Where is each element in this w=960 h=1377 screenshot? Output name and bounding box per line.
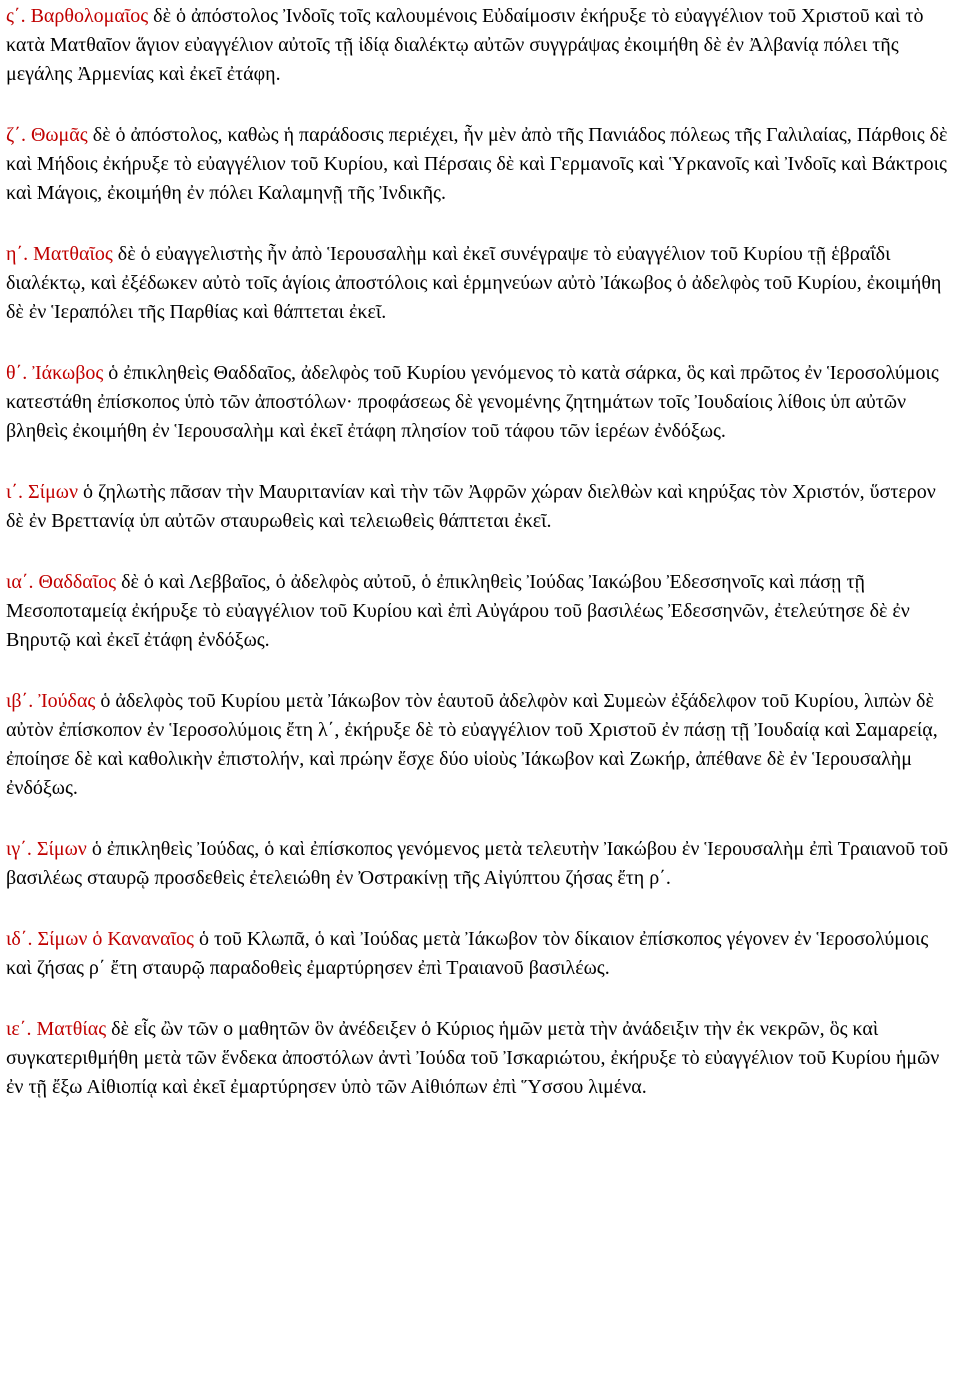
paragraph-number: ζ΄. <box>6 124 31 146</box>
paragraph-number: ιβ΄. <box>6 690 39 712</box>
apostle-name: Σίμων <box>28 481 78 503</box>
apostle-name: Σίμων ὁ Καναναῖος <box>37 928 194 950</box>
paragraph-11 <box>6 568 954 655</box>
paragraph-9 <box>6 359 954 446</box>
paragraph-text: δὲ εἷς ὢν τῶν ο μαθητῶν ὃν ἀνέδειξεν ὁ Κύριος ἡμῶν μετὰ τὴν ἀνάδειξιν τὴν ἐκ νεκρῶν, ὃς καὶ συγκατεριθμήθη μετὰ τῶν ἕνδεκα ἀποστόλων ἀντὶ Ἰούδα τοῦ Ἰσκαριώτου, ἐκήρυξε τὸ εὐαγγέλιον τοῦ Κυρίου ἡμῶν ἐν τῇ ἔξω Αἰθιοπίᾳ καὶ ἐκεῖ ἐμαρτύρησεν ὑπὸ τῶν Αἰθιόπων ἐπὶ Ὕσσου λιμένα. <box>6 1018 940 1098</box>
apostle-name: Θαδδαῖος <box>38 571 117 593</box>
apostle-name: Βαρθολομαῖος <box>30 5 149 27</box>
paragraph-text: ὁ ἀδελφὸς τοῦ Κυρίου μετὰ Ἰάκωβον τὸν ἑαυτοῦ ἀδελφὸν καὶ Συμεὼν ἐξάδελφον τοῦ Κυρίου, λιπὼν δὲ αὐτὸν ἐπίσκοπον ἐν Ἱεροσολύμοις ἔτη λ΄, ἐκήρυξε δὲ τὸ εὐαγγέλιον τοῦ Χριστοῦ ἐν πάσῃ τῇ Ἰουδαίᾳ καὶ Σαμαρείᾳ, ἐποίησε δὲ καὶ καθολικὴν ἐπιστολήν, καὶ πρώην ἔσχε δύο υἱοὺς Ἰάκωβον καὶ Ζωκήρ, ἀπέθανε δὲ ἐν Ἱερουσαλὴμ ἐνδόξως. <box>6 690 938 799</box>
paragraph-text: δὲ ὁ ἀπόστολος, καθὼς ἡ παράδοσις περιέχει, ἦν μὲν ἀπὸ τῆς Πανιάδος πόλεως τῆς Γαλιλαίας, Πάρθοις δὲ καὶ Μήδοις ἐκήρυξε τὸ εὐαγγέλιον τοῦ Κυρίου, καὶ Πέρσαις δὲ καὶ Γερμανοῖς καὶ Ὑρκανοῖς καὶ Ἰνδοῖς καὶ Βάκτροις καὶ Μάγοις, ἐκοιμήθη ἐν πόλει Καλαμηνῇ τῆς Ἰνδικῆς. <box>6 124 948 204</box>
paragraph-15 <box>6 1015 954 1102</box>
paragraph-6 <box>6 2 954 89</box>
paragraph-14 <box>6 925 954 983</box>
paragraph-number: θ΄. <box>6 362 33 384</box>
apostle-name: Ἰούδας <box>38 690 96 712</box>
paragraph-10 <box>6 478 954 536</box>
paragraph-text: ὁ τοῦ Κλωπᾶ, ὁ καὶ Ἰούδας μετὰ Ἰάκωβον τὸν δίκαιον ἐπίσκοπος γέγονεν ἐν Ἱεροσολύμοις καὶ ζήσας ρ΄ ἔτη σταυρῷ παραδοθεὶς ἐμαρτύρησεν ἐπὶ Τραιανοῦ βασιλέως. <box>6 928 929 979</box>
paragraph-text: δὲ ὁ εὐαγγελιστὴς ἦν ἀπὸ Ἱερουσαλὴμ καὶ ἐκεῖ συνέγραψε τὸ εὐαγγέλιον τοῦ Κυρίου τῇ ἑβραΐδι διαλέκτῳ, καὶ ἐξέδωκεν αὐτὸ τοῖς ἁγίοις ἀποστόλοις καὶ ἑρμηνεύων αὐτὸ Ἰάκωβος ὁ ἀδελφὸς τοῦ Κυρίου, ἐκοιμήθη δὲ ἐν Ἱεραπόλει τῆς Παρθίας καὶ θάπτεται ἐκεῖ. <box>6 243 942 323</box>
apostle-name: Ματθαῖος <box>33 243 113 265</box>
paragraph-7 <box>6 121 954 208</box>
paragraph-number: ς΄. <box>6 5 31 27</box>
paragraph-text: ὁ ἐπικληθεὶς Ἰούδας, ὁ καὶ ἐπίσκοπος γενόμενος μετὰ τελευτὴν Ἰακώβου ἐν Ἱερουσαλὴμ ἐπὶ Τραιανοῦ τοῦ βασιλέως σταυρῷ προσδεθεὶς ἐτελειώθη ἐν Ὀστρακίνῃ τῆς Αἰγύπτου ζήσας ἔτη ρ΄. <box>6 838 949 889</box>
paragraph-number: ιε΄. <box>6 1018 37 1040</box>
paragraph-12 <box>6 687 954 803</box>
paragraph-text: δὲ ὁ ἀπόστολος Ἰνδοῖς τοῖς καλουμένοις Εὐδαίμοσιν ἐκήρυξε τὸ εὐαγγέλιον τοῦ Χριστοῦ καὶ τὸ κατὰ Ματθαῖον ἅγιον εὐαγγέλιον αὐτοῖς τῇ ἰδίᾳ διαλέκτῳ αὐτῶν συγγράψας ἐκοιμήθη δὲ ἐν Ἀλβανίᾳ πόλει τῆς μεγάλης Ἀρμενίας καὶ ἐκεῖ ἐτάφη. <box>6 5 924 85</box>
paragraph-13 <box>6 835 954 893</box>
paragraph-number: ι΄. <box>6 481 29 503</box>
apostle-name: Θωμᾶς <box>30 124 88 146</box>
apostle-name: Σίμων <box>36 838 87 860</box>
paragraph-number: ιγ΄. <box>6 838 37 860</box>
paragraph-number: ια΄. <box>6 571 39 593</box>
paragraph-text: ὁ ζηλωτὴς πᾶσαν τὴν Μαυριτανίαν καὶ τὴν τῶν Ἀφρῶν χώραν διελθὼν καὶ κηρύξας τὸν Χριστόν, ὕστερον δὲ ἐν Βρεττανίᾳ ὑπ αὐτῶν σταυρωθεὶς καὶ τελειωθεὶς θάπτεται ἐκεῖ. <box>6 481 936 532</box>
apostle-name: Ματθίας <box>36 1018 107 1040</box>
paragraph-text: ὁ ἐπικληθεὶς Θαδδαῖος, ἀδελφὸς τοῦ Κυρίου γενόμενος τὸ κατὰ σάρκα, ὃς καὶ πρῶτος ἐν Ἱεροσολύμοις κατεστάθη ἐπίσκοπος ὑπὸ τῶν ἀποστόλων· προφάσεως δὲ γενομένης ζητημάτων τοῖς Ἰουδαίοις λίθοις ὑπ αὐτῶν βληθεὶς ἐκοιμήθη ἐν Ἱερουσαλὴμ καὶ ἐκεῖ ἐτάφη πλησίον τοῦ τάφου τῶν ἱερέων ἐνδόξως. <box>6 362 939 442</box>
apostle-name: Ἰάκωβος <box>32 362 104 384</box>
paragraph-8 <box>6 240 954 327</box>
paragraph-number: ιδ΄. <box>6 928 38 950</box>
paragraph-text: δὲ ὁ καὶ Λεββαῖος, ὁ ἀδελφὸς αὐτοῦ, ὁ ἐπικληθεὶς Ἰούδας Ἰακώβου Ἐδεσσηνοῖς καὶ πάσῃ τῇ Μεσοποταμείᾳ ἐκήρυξε τὸ εὐαγγέλιον τοῦ Κυρίου καὶ ἐπὶ Αὐγάρου τοῦ βασιλέως Ἐδεσσηνῶν, ἐτελεύτησε δὲ ἐν Βηρυτῷ καὶ ἐκεῖ ἐτάφη ἐνδόξως. <box>6 571 910 651</box>
paragraph-number: η΄. <box>6 243 34 265</box>
